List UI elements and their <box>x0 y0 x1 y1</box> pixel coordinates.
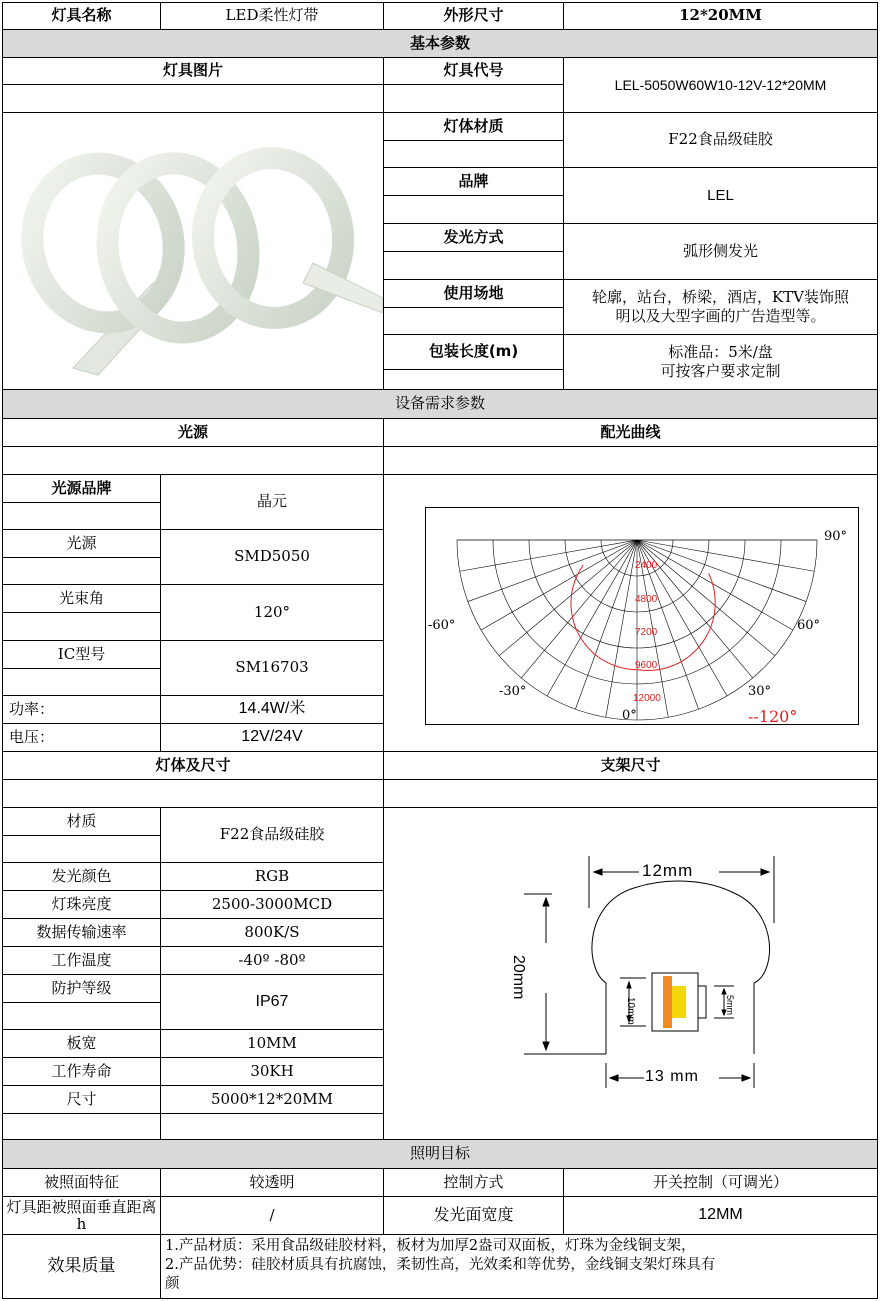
polar-radial <box>499 540 637 656</box>
angle-label: 0° <box>622 708 637 723</box>
size-label: 外形尺寸 <box>383 2 564 30</box>
height-label: 20mm <box>510 955 527 1000</box>
temperature-value: -40º -80º <box>160 946 384 975</box>
name-label: 灯具名称 <box>2 2 161 30</box>
power-value: 14.4W/米 <box>160 695 384 724</box>
quality-value: 1.产品材质：采用食品级硅胶材料，板材为加厚2盎司双面板，灯珠为金线铜支架， 2.产品优势：硅胶材质具有抗腐蚀，柔韧性高，光效柔和等优势，金线铜支架灯珠具有 颜 <box>160 1234 878 1299</box>
blank-cell <box>2 612 161 641</box>
equipment-section-title: 设备需求参数 <box>2 389 878 419</box>
surface-width-label: 发光面宽度 <box>383 1196 564 1235</box>
surface-width-value: 12MM <box>563 1196 878 1235</box>
surface-value: 较透明 <box>160 1168 384 1197</box>
led-strip-image <box>3 113 383 389</box>
bracket-header: 支架尺寸 <box>383 751 878 780</box>
blank-cell <box>383 307 564 335</box>
body-section-title: 灯体及尺寸 <box>2 751 384 780</box>
ring-label: 2400 <box>635 560 658 571</box>
control-value: 开关控制（可调光） <box>563 1168 878 1197</box>
brand-value: LEL <box>563 167 878 224</box>
angle-label: 60° <box>797 618 821 633</box>
bottom-width-label: 13 mm <box>645 1068 699 1085</box>
ring-label: 4800 <box>635 594 658 605</box>
light-distribution-chart <box>426 508 858 724</box>
distance-label: 灯具距被照面垂直距离h <box>2 1196 161 1235</box>
color-label: 发光颜色 <box>2 862 161 891</box>
polar-radial <box>521 540 637 678</box>
data-rate-label: 数据传输速率 <box>2 918 161 947</box>
ic-value: SM16703 <box>160 640 384 696</box>
blank-cell <box>383 369 564 390</box>
product-photo <box>2 112 384 390</box>
inner-left-label: 10mm <box>625 997 636 1025</box>
control-label: 控制方式 <box>383 1168 564 1197</box>
surface-label: 被照面特征 <box>2 1168 161 1197</box>
blank-cell <box>383 84 564 113</box>
ring-label: 7200 <box>635 627 658 638</box>
code-value: LEL-5050W60W10-12V-12*20MM <box>563 57 878 113</box>
bracket-dimension-drawing <box>384 808 877 1139</box>
beam-angle-value: 120° <box>160 584 384 641</box>
blank-cell <box>2 446 384 475</box>
basic-section-title: 基本参数 <box>2 29 878 58</box>
blank-cell <box>383 140 564 168</box>
material-value: F22食品级硅胶 <box>563 112 878 168</box>
color-value: RGB <box>160 862 384 891</box>
led-chip-orange <box>663 976 672 1028</box>
curve-header: 配光曲线 <box>383 418 878 447</box>
ring-label: 9600 <box>635 660 658 671</box>
source-brand-value: 晶元 <box>160 474 384 530</box>
ring-label: 12000 <box>633 693 661 704</box>
angle-label: 90° <box>824 529 848 544</box>
blank-cell <box>2 1113 161 1140</box>
board-width-label: 板宽 <box>2 1029 161 1058</box>
angle-label: 30° <box>748 684 772 699</box>
emission-value: 弧形侧发光 <box>563 223 878 280</box>
voltage-label: 电压： <box>2 723 161 752</box>
lighting-section-title: 照明目标 <box>2 1139 878 1169</box>
emission-label: 发光方式 <box>383 223 564 252</box>
dimension-label: 尺寸 <box>2 1085 161 1114</box>
blank-cell <box>2 557 161 585</box>
usage-label: 使用场地 <box>383 279 564 308</box>
lifetime-label: 工作寿命 <box>2 1057 161 1086</box>
led-chip-yellow <box>672 986 686 1018</box>
blank-cell <box>2 84 384 113</box>
name-value: LED柔性灯带 <box>160 2 384 30</box>
source-value: SMD5050 <box>160 529 384 585</box>
code-label: 灯具代号 <box>383 57 564 85</box>
blank-cell <box>383 446 878 475</box>
package-value: 标准品：5米/盘 可按客户要求定制 <box>563 334 878 390</box>
distance-value: / <box>160 1196 384 1235</box>
size-value: 12*20MM <box>563 2 878 30</box>
voltage-value: 12V/24V <box>160 723 384 752</box>
ic-label: IC型号 <box>2 640 161 669</box>
ip-label: 防护等级 <box>2 974 161 1003</box>
blank-cell <box>2 502 161 530</box>
dimension-value: 5000*12*20MM <box>160 1085 384 1114</box>
light-source-header: 光源 <box>2 418 384 447</box>
data-rate-value: 800K/S <box>160 918 384 947</box>
angle-label: -30° <box>499 684 527 699</box>
package-label: 包装长度(m) <box>383 334 564 370</box>
angle-label: -60° <box>428 618 456 633</box>
blank-cell <box>2 835 161 863</box>
brightness-value: 2500-3000MCD <box>160 890 384 919</box>
blank-cell <box>2 779 384 808</box>
inner-right-label: 5mm <box>725 995 735 1015</box>
blank-cell <box>383 251 564 280</box>
temperature-label: 工作温度 <box>2 946 161 975</box>
quality-label: 效果质量 <box>2 1234 161 1299</box>
board-width-value: 10MM <box>160 1029 384 1058</box>
blank-cell <box>160 1113 384 1140</box>
ip-value: IP67 <box>160 974 384 1030</box>
picture-label: 灯具图片 <box>2 57 384 85</box>
usage-value: 轮廓，站台，桥梁，酒店，KTV装饰照 明以及大型字画的广告造型等。 <box>563 279 878 335</box>
brand-label: 品牌 <box>383 167 564 196</box>
lifetime-value: 30KH <box>160 1057 384 1086</box>
body-material-label: 材质 <box>2 807 161 836</box>
beam-angle-label: 光束角 <box>2 584 161 613</box>
source-label: 光源 <box>2 529 161 558</box>
power-label: 功率： <box>2 695 161 724</box>
top-width-label: 12mm <box>642 861 694 880</box>
blank-cell <box>2 668 161 696</box>
polar-radial <box>637 540 775 656</box>
material-label: 灯体材质 <box>383 112 564 141</box>
source-brand-label: 光源品牌 <box>2 474 161 503</box>
blank-cell <box>383 195 564 224</box>
blank-cell <box>2 1002 161 1030</box>
distribution-curve <box>571 565 715 670</box>
chart-legend: --120° <box>748 707 798 726</box>
blank-cell <box>383 779 878 808</box>
brightness-label: 灯珠亮度 <box>2 890 161 919</box>
body-material-value: F22食品级硅胶 <box>160 807 384 863</box>
bracket-drawing-cell <box>383 807 878 1140</box>
